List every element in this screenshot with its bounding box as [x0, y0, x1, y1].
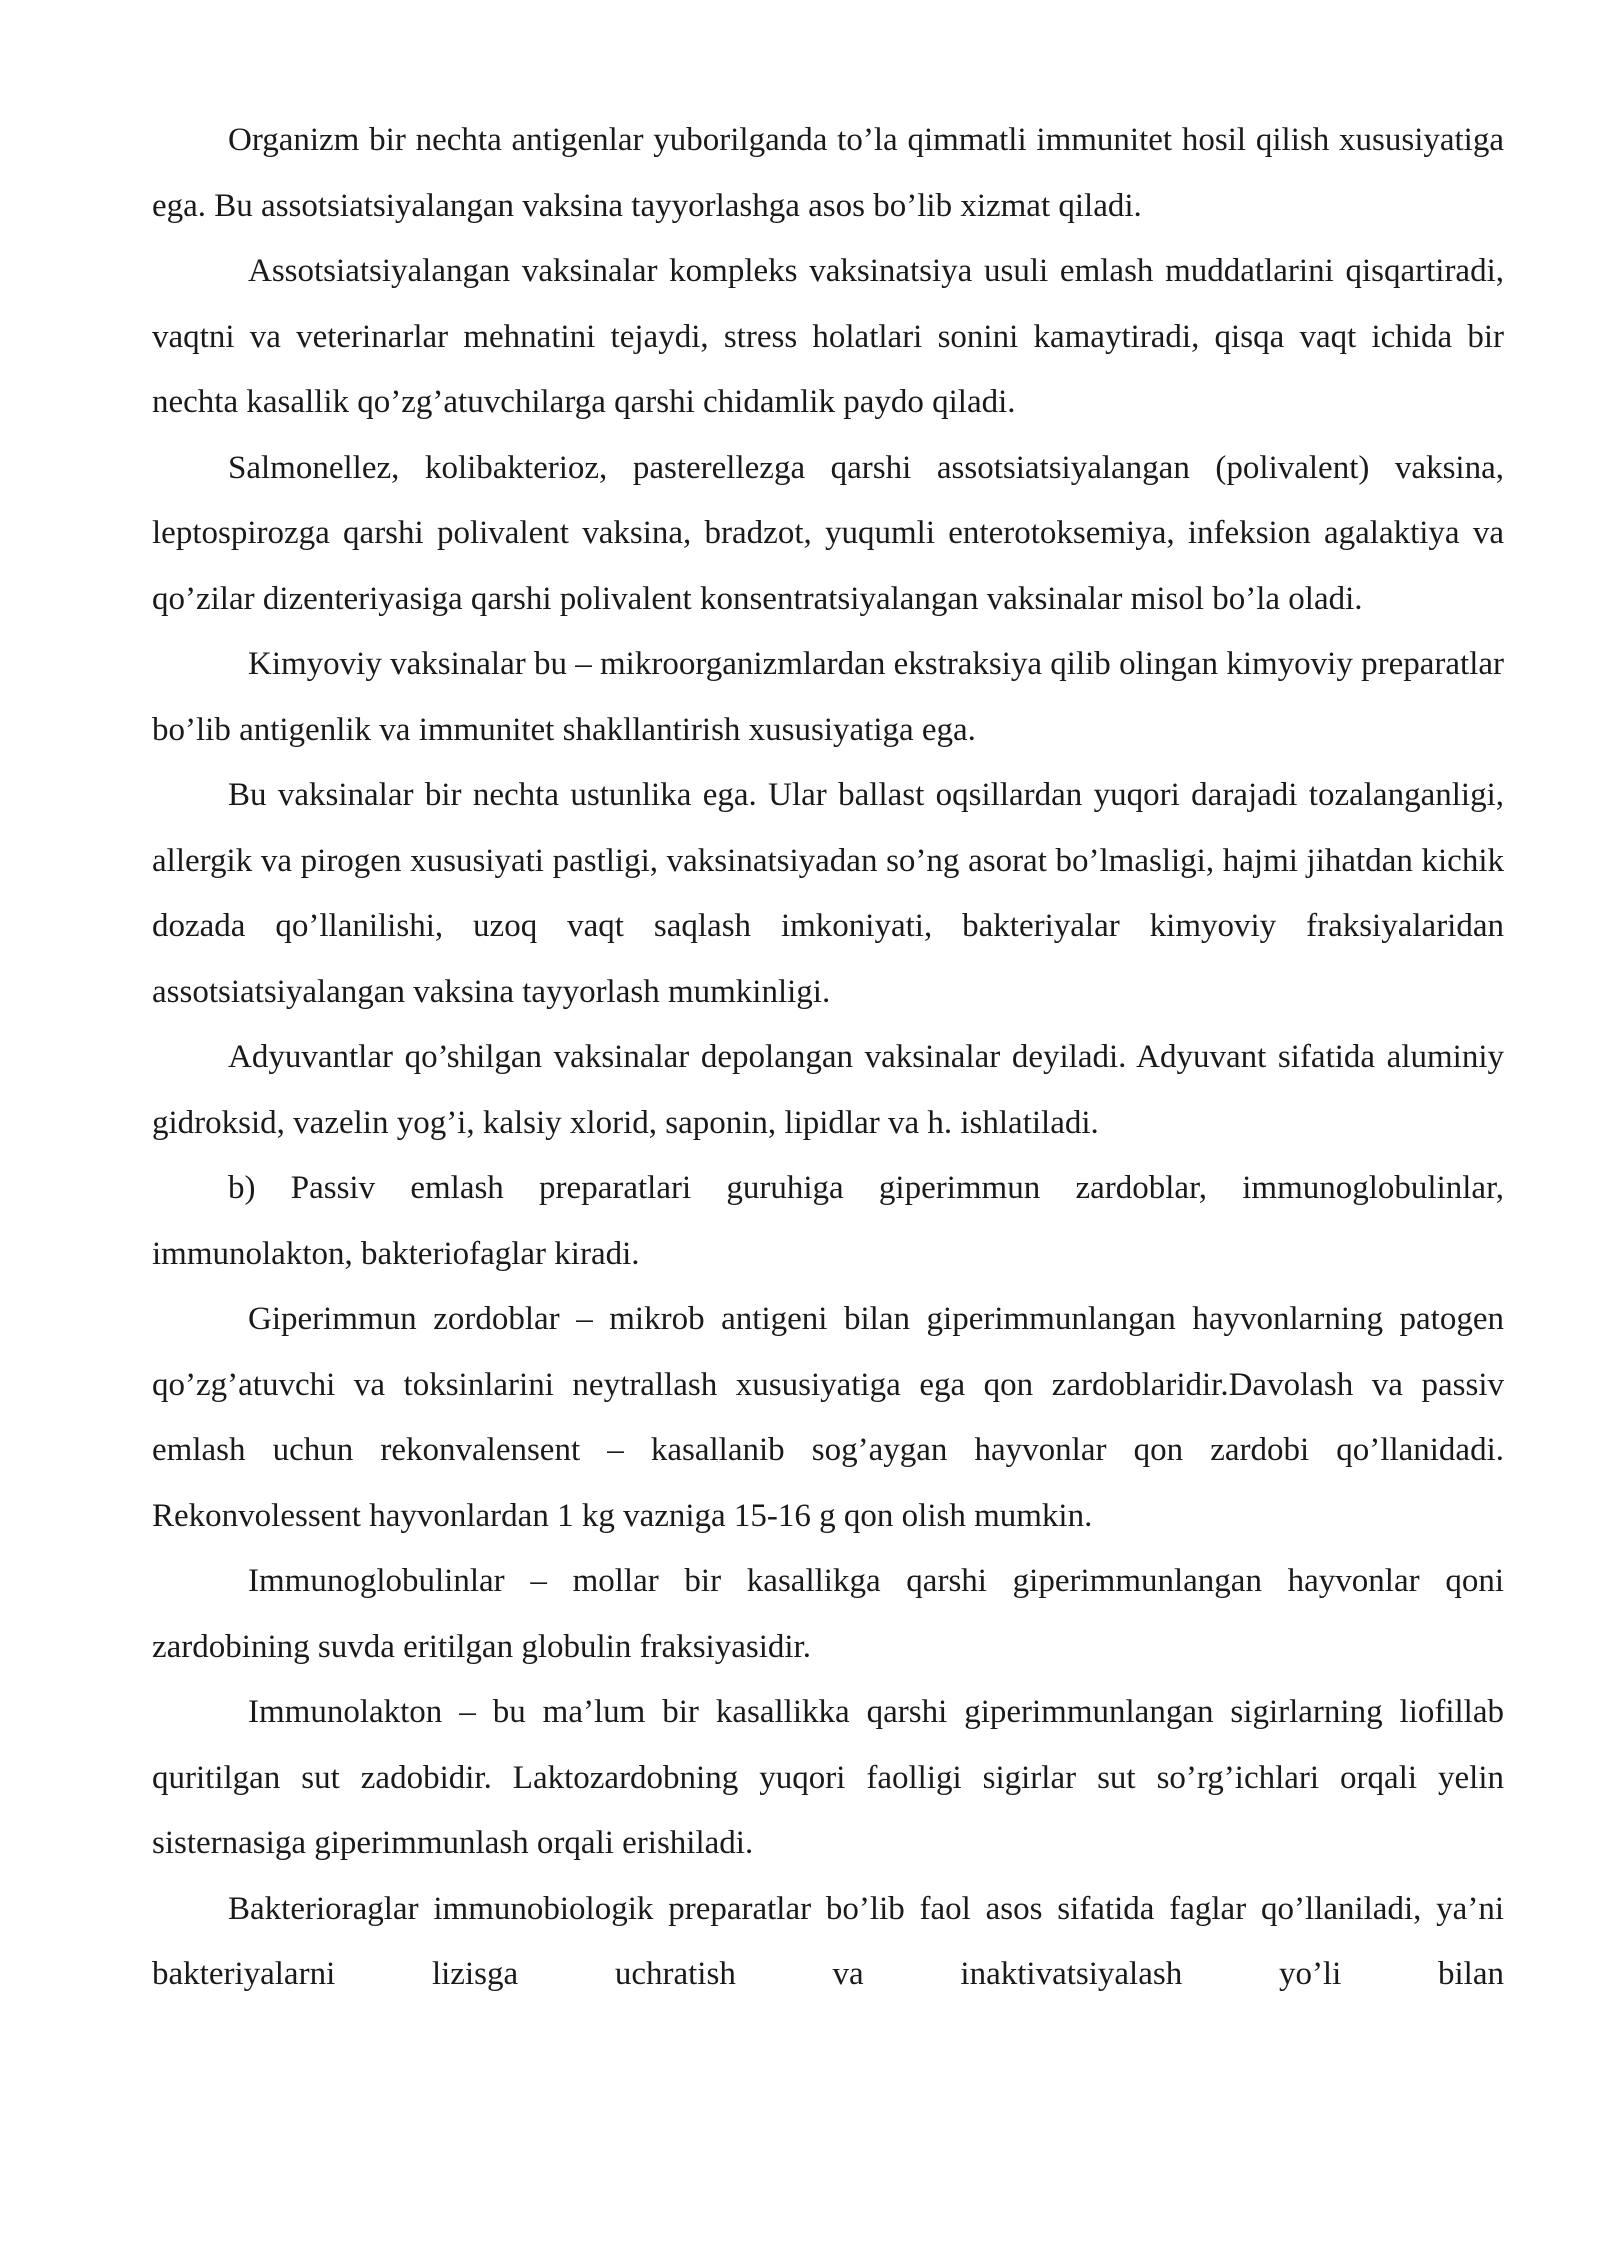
paragraph-3: Salmonellez, kolibakterioz, pasterellezga qarshi assotsiatsiyalangan (polivalent) vaksina, leptospirozga qarshi polivalent vaksina, bradzot, yuqumli enterotoksemiya, infeksion agalaktiya va qo’zilar dizenteriyasiga qarshi polivalent konsentratsiyalangan vaksinalar misol bo’la oladi. [152, 449, 1504, 617]
paragraph-11: Bakterioraglar immunobiologik preparatlar bo’lib faol asos sifatida faglar qo’llaniladi, ya’ni bakteriyalarni lizisga uchratish va inaktivatsiyalash yo’li bilan [152, 1890, 1504, 1992]
paragraph-6: Adyuvantlar qo’shilgan vaksinalar depolangan vaksinalar deyiladi. Adyuvant sifatida aluminiy gidroksid, vazelin yog’i, kalsiy xlorid, saponin, lipidlar va h. ishlatiladi. [152, 1039, 1504, 1141]
document-body [152, 108, 1504, 2008]
paragraph-5: Bu vaksinalar bir nechta ustunlika ega. Ular ballast oqsillardan yuqori darajadi tozalanganligi, allergik va pirogen xususiyati pastligi, vaksinatsiyadan so’ng asorat bo’lmasligi, hajmi jihatdan kichik dozada qo’llanilishi, uzoq vaqt saqlash imkoniyati, bakteriyalar kimyoviy fraksiyalaridan assotsiatsiyalangan vaksina tayyorlash mumkinligi. [152, 777, 1504, 1010]
paragraph-1: Organizm bir nechta antigenlar yuborilganda to’la qimmatli immunitet hosil qilish xususiyatiga ega. Bu assotsiatsiyalangan vaksina tayyorlashga asos bo’lib xizmat qiladi. [152, 122, 1504, 224]
paragraph-7: b) Passiv emlash preparatlari guruhiga giperimmun zardoblar, immunoglobulinlar, immunolakton, bakteriofaglar kiradi. [152, 1170, 1504, 1272]
paragraph-2: Assotsiatsiyalangan vaksinalar kompleks vaksinatsiya usuli emlash muddatlarini qisqartiradi, vaqtni va veterinarlar mehnatini tejaydi, stress holatlari sonini kamaytiradi, qisqa vaqt ichida bir nechta kasallik qo’zg’atuvchilarga qarshi chidamlik paydo qiladi. [152, 253, 1504, 420]
paragraph-10: Immunolakton – bu ma’lum bir kasallikka qarshi giperimmunlangan sigirlarning liofillab quritilgan sut zadobidir. Laktozardobning yuqori faolligi sigirlar sut so’rg’ichlari orqali yelin sisternasiga giperimmunlash orqali erishiladi. [152, 1694, 1504, 1861]
paragraph-8: Giperimmun zordoblar – mikrob antigeni bilan giperimmunlangan hayvonlarning patogen qo’zg’atuvchi va toksinlarini neytrallash xususiyatiga ega qon zardoblaridir.Davolash va passiv emlash uchun rekonvalensent – kasallanib sog’aygan hayvonlar qon zardobi qo’llanidadi. Rekonvolessent hayvonlardan 1 kg vazniga 15-16 g qon olish mumkin. [152, 1301, 1504, 1534]
paragraph-4: Kimyoviy vaksinalar bu – mikroorganizmlardan ekstraksiya qilib olingan kimyoviy preparatlar bo’lib antigenlik va immunitet shakllantirish xususiyatiga ega. [152, 646, 1504, 748]
paragraph-9: Immunoglobulinlar – mollar bir kasallikga qarshi giperimmunlangan hayvonlar qoni zardobining suvda eritilgan globulin fraksiyasidir. [152, 1563, 1504, 1665]
